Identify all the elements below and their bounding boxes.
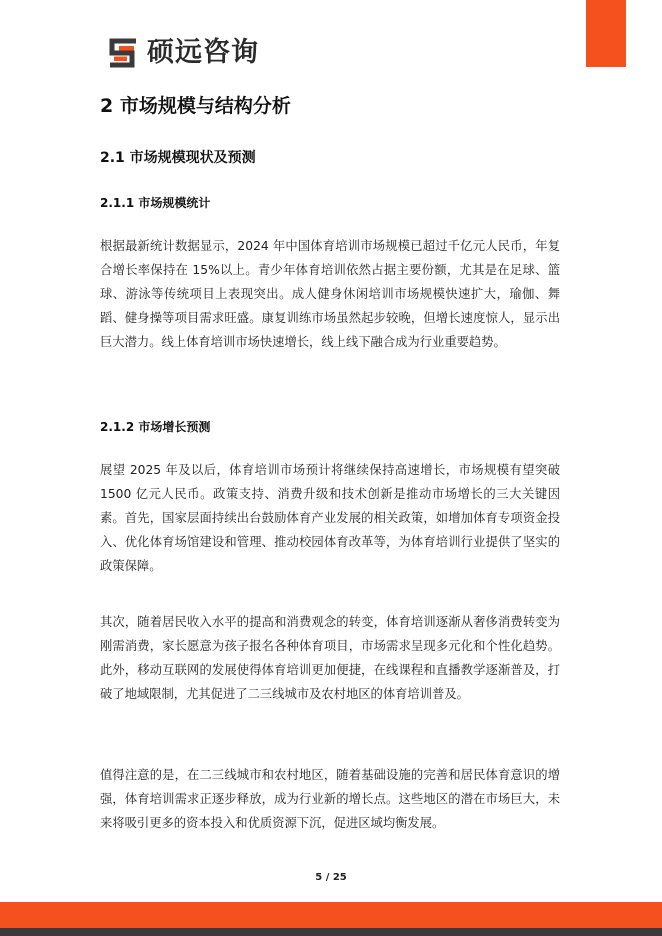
brand-logo [108,36,259,70]
subsection-heading-growth-forecast: 2.1.2 市场增长预测 [100,420,211,434]
footer-accent-band [0,902,662,928]
paragraph-growth-forecast-3: 值得注意的是，在二三线城市和农村地区，随着基础设施的完善和居民体育意识的增强，体育培训需求正逐步释放，成为行业新的增长点。这些地区的潜在市场巨大，未来将吸引更多的资本投入和优质资源下沉，促进区域均衡发展。 [100,768,560,830]
footer-dark-strip [0,928,662,936]
subsection-heading-market-size: 2.1.1 市场规模统计 [100,196,211,210]
section-heading: 2.1 市场规模现状及预测 [100,150,256,166]
corner-accent-tab [586,0,626,67]
paragraph-growth-forecast-2: 其次，随着居民收入水平的提高和消费观念的转变，体育培训逐渐从奢侈消费转变为刚需消费，家长愿意为孩子报名各种体育项目，市场需求呈现多元化和个性化趋势。此外，移动互联网的发展使得体育培训更加便捷，在线课程和直播教学逐渐普及，打破了地域限制，尤其促进了二三线城市及农村地区的体育培训普及。 [100,615,560,701]
paragraph-market-size: 根据最新统计数据显示，2024 年中国体育培训市场规模已超过千亿元人民币，年复合增长率保持在 15%以上。青少年体育培训依然占据主要份额，尤其是在足球、篮球、游泳等传统项目上表现突出。成人健身休闲培训市场规模快速扩大，瑜伽、舞蹈、健身操等项目需求旺盛。康复训练市场虽然起步较晚，但增长速度惊人，显示出巨大潜力。线上体育培训市场快速增长，线上线下融合成为行业重要趋势。 [100,239,560,349]
page-number: 5 / 25 [315,872,347,883]
chapter-heading: 2 市场规模与结构分析 [100,95,291,117]
paragraph-growth-forecast-1: 展望 2025 年及以后，体育培训市场预计将继续保持高速增长，市场规模有望突破 1500 亿元人民币。政策支持、消费升级和技术创新是推动市场增长的三大关键因素。首先，国家层面持续出台鼓励体育产业发展的相关政策，如增加体育专项资金投入、优化体育场馆建设和管理、推动校园体育改革等，为体育培训行业提供了坚实的政策保障。 [100,463,560,573]
brand-name: 硕远咨询 [147,37,259,68]
brand-s-logo-icon [108,37,140,69]
